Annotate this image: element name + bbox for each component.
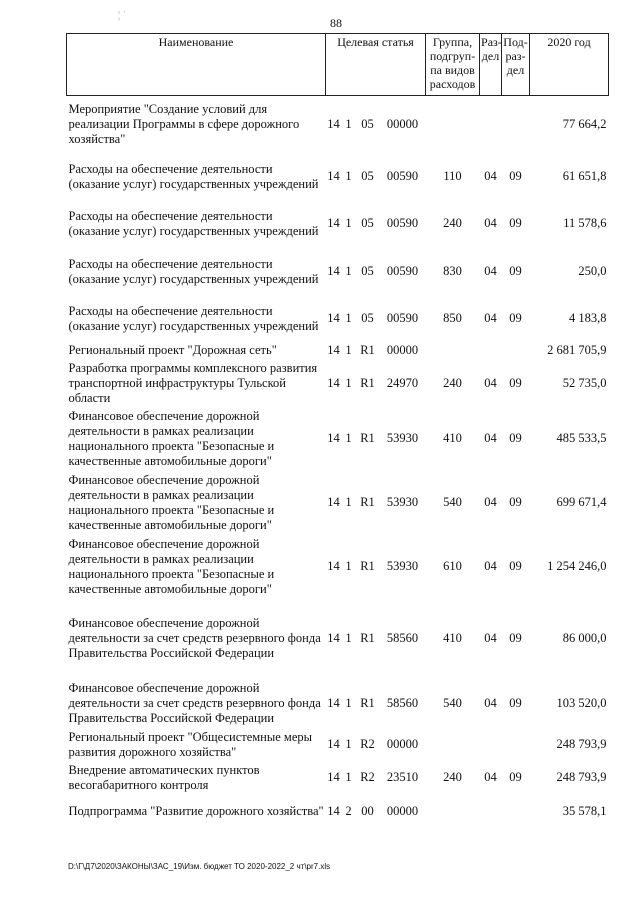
table-row xyxy=(67,763,609,793)
cell-sec xyxy=(480,727,502,763)
table-row xyxy=(67,359,609,409)
cell-t1: 14 xyxy=(327,169,340,183)
cell-sec: 04 xyxy=(484,770,497,784)
cell-t2: 1 xyxy=(345,342,352,357)
cell-t2: 2 xyxy=(345,804,352,818)
cell-sub: 09 xyxy=(509,431,522,445)
cell-sub: 09 xyxy=(509,376,522,390)
cell-group: 830 xyxy=(443,264,462,278)
cell-name: Региональный проект "Дорожная сеть" xyxy=(68,342,277,357)
cell-value: 2 681 705,9 xyxy=(547,342,607,357)
table-row xyxy=(67,248,609,296)
cell-t1: 14 xyxy=(327,342,340,357)
table-row xyxy=(67,96,609,154)
cell-name: Расходы на обеспечение деятельности (оказание услуг) государственных учреждений xyxy=(68,256,319,286)
cell-group xyxy=(426,96,480,154)
cell-sub: 09 xyxy=(509,169,522,183)
cell-t2: 1 xyxy=(345,169,352,183)
cell-sec xyxy=(480,342,502,359)
cell-t2: 1 xyxy=(345,696,352,710)
budget-table xyxy=(66,33,609,831)
cell-t2: 1 xyxy=(345,264,352,278)
cell-sec xyxy=(480,96,502,154)
table-row xyxy=(67,200,609,248)
table-row xyxy=(67,793,609,831)
footer-path: D:\Г\Д7\2020\ЗАКОНЫ\ЗАС_19\Изм. бюджет ТО 2020-2022_2 чт\pr7.xls xyxy=(68,862,331,871)
cell-t4: 58560 xyxy=(386,696,419,710)
cell-sub: 09 xyxy=(509,770,522,784)
cell-name: Региональный проект "Общесистемные меры развития дорожного хозяйства" xyxy=(68,729,313,759)
table-row xyxy=(67,681,609,727)
cell-t4: 24970 xyxy=(386,376,419,390)
header-name: Наименование xyxy=(67,34,326,96)
cell-value: 86 000,0 xyxy=(562,631,607,645)
cell-name: Расходы на обеспечение деятельности (оказание услуг) государственных учреждений xyxy=(68,303,319,333)
cell-t2: 1 xyxy=(345,311,352,325)
cell-value: 77 664,2 xyxy=(562,117,607,132)
cell-t4: 53930 xyxy=(386,431,419,445)
cell-value: 699 671,4 xyxy=(556,495,607,509)
cell-t3: 00 xyxy=(361,804,374,818)
cell-t1: 14 xyxy=(327,631,340,645)
cell-value: 1 254 246,0 xyxy=(547,559,607,573)
cell-group: 540 xyxy=(443,696,462,710)
cell-group: 850 xyxy=(443,311,462,325)
header-year: 2020 год xyxy=(530,34,609,96)
cell-group: 240 xyxy=(443,770,462,784)
cell-t4: 00590 xyxy=(386,169,419,183)
cell-t3: 05 xyxy=(361,216,374,230)
cell-t3: R2 xyxy=(360,770,375,784)
cell-value: 485 533,5 xyxy=(556,431,607,445)
cell-t4: 00590 xyxy=(386,264,419,278)
cell-group: 410 xyxy=(443,431,462,445)
cell-t1: 14 xyxy=(327,264,340,278)
cell-sec: 04 xyxy=(484,431,497,445)
cell-value: 52 735,0 xyxy=(562,376,607,390)
cell-sub: 09 xyxy=(509,631,522,645)
table-row xyxy=(67,154,609,200)
cell-name: Мероприятие "Создание условий для реализации Программы в сфере дорожного хозяйства" xyxy=(68,102,300,147)
cell-name: Расходы на обеспечение деятельности (оказание услуг) государственных учреждений xyxy=(68,161,319,191)
cell-t2: 1 xyxy=(345,559,352,573)
cell-t1: 14 xyxy=(327,495,340,509)
cell-sec xyxy=(480,793,502,831)
cell-t2: 1 xyxy=(345,431,352,445)
cell-sec: 04 xyxy=(484,216,497,230)
cell-t3: R1 xyxy=(360,631,375,645)
cell-sec: 04 xyxy=(484,311,497,325)
cell-sub: 09 xyxy=(509,311,522,325)
cell-group: 240 xyxy=(443,376,462,390)
cell-sub: 09 xyxy=(509,495,522,509)
cell-t2: 1 xyxy=(345,216,352,230)
table-row xyxy=(67,727,609,763)
cell-t2: 1 xyxy=(345,495,352,509)
cell-group xyxy=(426,793,480,831)
cell-sec: 04 xyxy=(484,169,497,183)
cell-t2: 1 xyxy=(345,631,352,645)
cell-t1: 14 xyxy=(327,431,340,445)
cell-value: 248 793,9 xyxy=(556,770,607,784)
cell-sub: 09 xyxy=(509,559,522,573)
cell-t2: 1 xyxy=(345,376,352,390)
cell-sub: 09 xyxy=(509,696,522,710)
cell-sec: 04 xyxy=(484,264,497,278)
cell-t1: 14 xyxy=(327,559,340,573)
cell-value: 250,0 xyxy=(578,264,607,278)
cell-value: 35 578,1 xyxy=(562,804,607,818)
cell-t4: 53930 xyxy=(386,559,419,573)
cell-name: Внедрение автоматических пунктов весогабаритного контроля xyxy=(68,762,260,792)
page-number: 88 xyxy=(330,16,342,30)
cell-t1: 14 xyxy=(327,696,340,710)
scan-mark: ¦ ˈ xyxy=(118,10,126,21)
cell-group: 410 xyxy=(443,631,462,645)
cell-t3: 05 xyxy=(361,311,374,325)
cell-t3: 05 xyxy=(361,169,374,183)
cell-t1: 14 xyxy=(327,376,340,390)
cell-value: 103 520,0 xyxy=(556,696,607,710)
cell-name: Подпрограмма "Развитие дорожного хозяйства" xyxy=(68,804,324,818)
cell-sec: 04 xyxy=(484,495,497,509)
header-target: Целевая статья xyxy=(326,34,426,96)
cell-name: Финансовое обеспечение дорожной деятельности в рамках реализации национального проекта "Безопасные и качественные автомобильные дороги" xyxy=(68,472,275,532)
cell-name: Финансовое обеспечение дорожной деятельности в рамках реализации национального проекта "Безопасные и качественные автомобильные дороги" xyxy=(68,408,275,468)
cell-t1: 14 xyxy=(327,770,340,784)
table-row xyxy=(67,342,609,359)
cell-t3: 05 xyxy=(361,264,374,278)
table-row xyxy=(67,469,609,537)
cell-t1: 14 xyxy=(327,117,340,132)
cell-group xyxy=(426,342,480,359)
cell-sub: 09 xyxy=(509,216,522,230)
cell-sub xyxy=(502,793,530,831)
cell-t3: R1 xyxy=(360,495,375,509)
cell-t4: 00590 xyxy=(386,216,419,230)
header-group: Группа, подгруп-па видов расходов xyxy=(426,34,480,96)
cell-t4: 00000 xyxy=(386,737,419,751)
cell-sub: 09 xyxy=(509,264,522,278)
cell-t1: 14 xyxy=(327,737,340,751)
cell-value: 61 651,8 xyxy=(562,169,607,183)
cell-t2: 1 xyxy=(345,770,352,784)
table-row xyxy=(67,409,609,469)
cell-t4: 53930 xyxy=(386,495,419,509)
cell-name: Финансовое обеспечение дорожной деятельности за счет средств резервного фонда Правительства Российской Федерации xyxy=(68,616,321,660)
cell-t3: R1 xyxy=(360,376,375,390)
cell-t1: 14 xyxy=(327,804,340,818)
cell-sec: 04 xyxy=(484,631,497,645)
cell-value: 248 793,9 xyxy=(556,737,607,751)
cell-t3: R2 xyxy=(360,737,375,751)
cell-group: 610 xyxy=(443,559,462,573)
cell-name: Финансовое обеспечение дорожной деятельности за счет средств резервного фонда Правительства Российской Федерации xyxy=(68,681,321,725)
cell-t1: 14 xyxy=(327,311,340,325)
cell-sub xyxy=(502,727,530,763)
cell-t4: 00590 xyxy=(386,311,419,325)
cell-t1: 14 xyxy=(327,216,340,230)
cell-t4: 00000 xyxy=(386,342,419,357)
cell-t3: R1 xyxy=(360,342,375,357)
cell-t3: R1 xyxy=(360,559,375,573)
cell-t3: R1 xyxy=(360,431,375,445)
cell-t2: 1 xyxy=(345,737,352,751)
table-row xyxy=(67,296,609,342)
cell-group: 110 xyxy=(443,169,462,183)
cell-name: Расходы на обеспечение деятельности (оказание услуг) государственных учреждений xyxy=(68,208,319,238)
cell-t4: 23510 xyxy=(386,770,419,784)
table-row xyxy=(67,537,609,597)
cell-t4: 58560 xyxy=(386,631,419,645)
cell-group: 540 xyxy=(443,495,462,509)
cell-t2: 1 xyxy=(345,117,352,132)
cell-sub xyxy=(502,96,530,154)
cell-t3: 05 xyxy=(361,117,374,132)
cell-group xyxy=(426,727,480,763)
cell-sub xyxy=(502,342,530,359)
cell-name: Финансовое обеспечение дорожной деятельности в рамках реализации национального проекта "Безопасные и качественные автомобильные дороги" xyxy=(68,536,275,596)
cell-t3: R1 xyxy=(360,696,375,710)
cell-sec: 04 xyxy=(484,696,497,710)
cell-sec: 04 xyxy=(484,559,497,573)
cell-value: 11 578,6 xyxy=(563,216,607,230)
cell-group: 240 xyxy=(443,216,462,230)
cell-t4: 00000 xyxy=(386,804,419,818)
header-subsection: Под-раз-дел xyxy=(502,34,530,96)
cell-sec: 04 xyxy=(484,376,497,390)
cell-t4: 00000 xyxy=(386,117,419,132)
table-row xyxy=(67,597,609,681)
cell-name: Разработка программы комплексного развития транспортной инфраструктуры Тульской области xyxy=(68,361,318,405)
cell-value: 4 183,8 xyxy=(569,311,607,325)
header-section: Раз-дел xyxy=(480,34,502,96)
